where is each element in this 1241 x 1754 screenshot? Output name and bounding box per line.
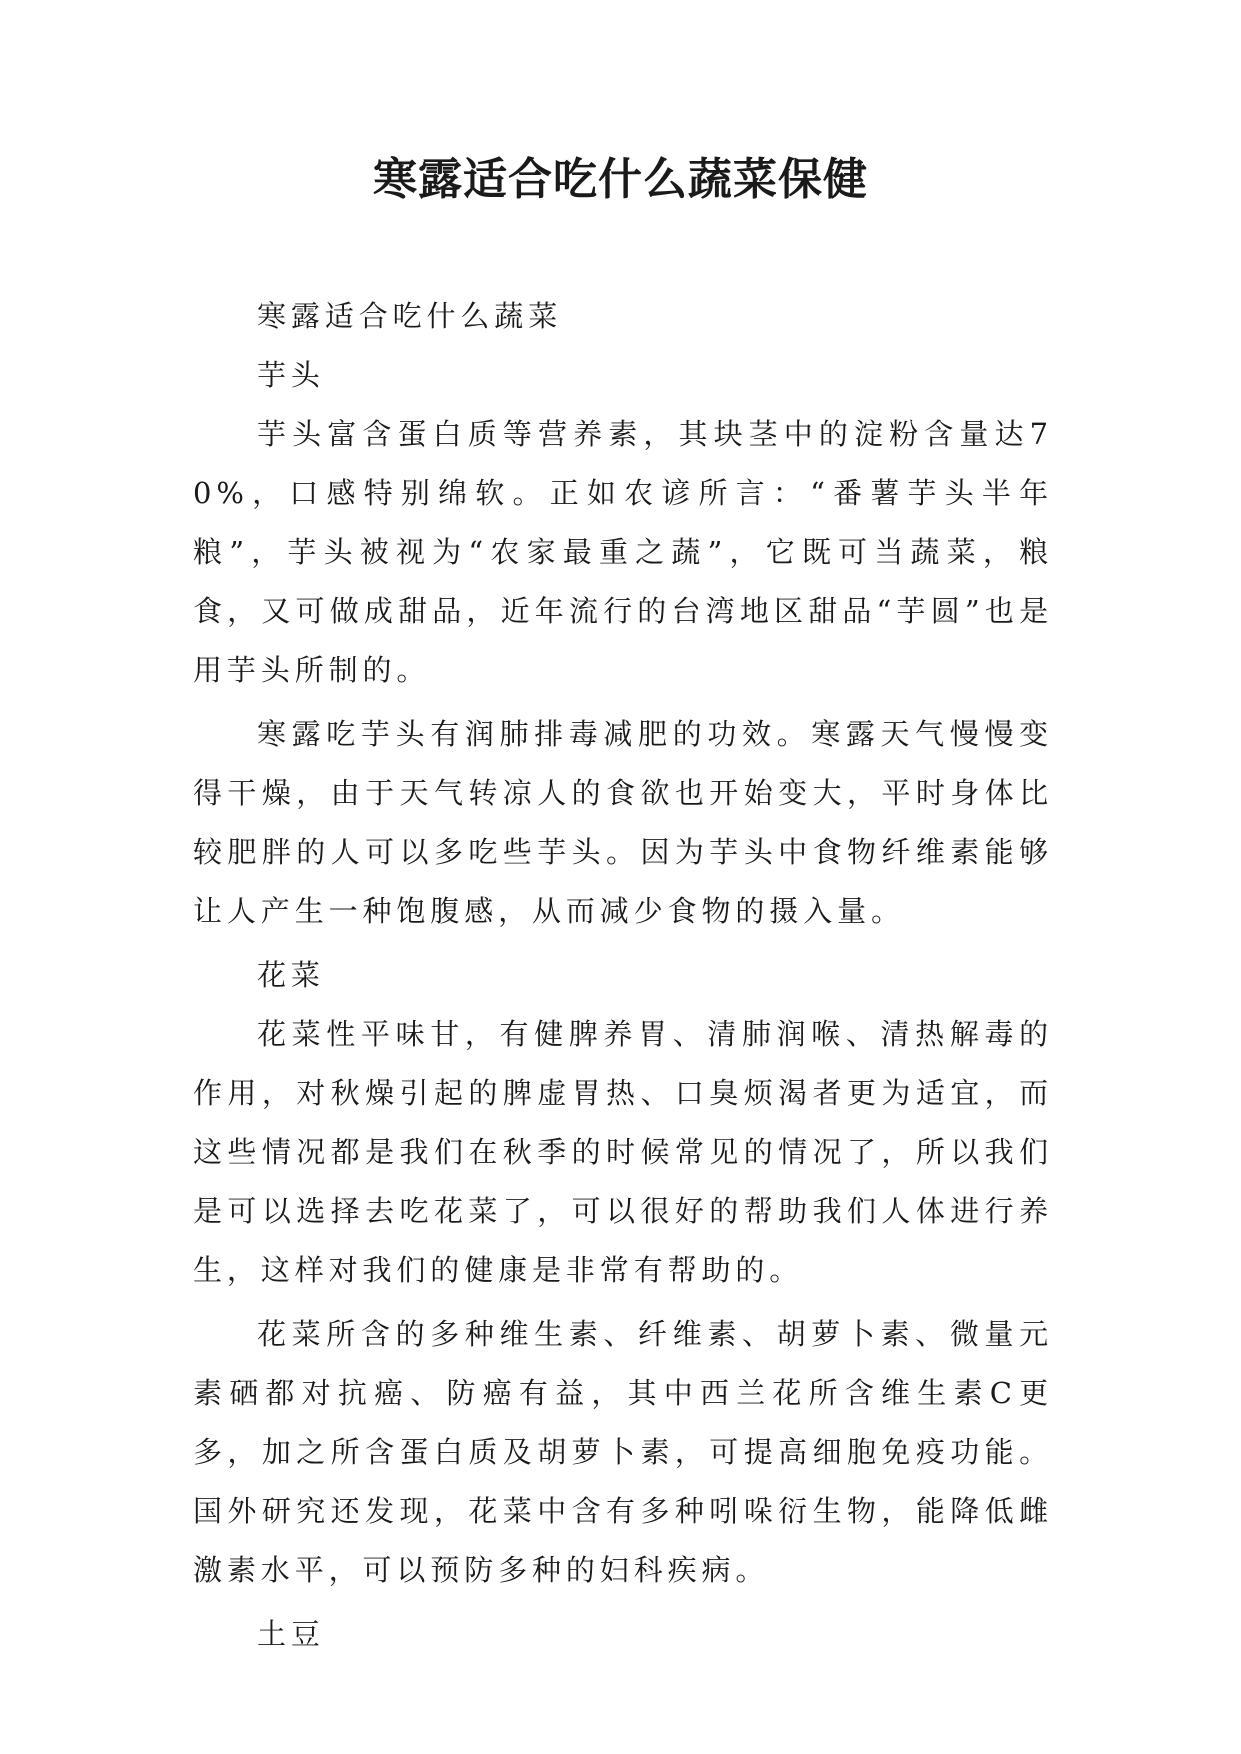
paragraph-cauliflower-properties: 花菜性平味甘，有健脾养胃、清肺润喉、清热解毒的作用，对秋燥引起的脾虚胃热、口臭烦渴者更为适宜，而这些情况都是我们在秋季的时候常见的情况了，所以我们是可以选择去吃花菜了，可以很好的帮助我们人体进行养生，这样对我们的健康是非常有帮助的。 [193,1017,1053,1287]
paragraph-taro-benefits: 寒露吃芋头有润肺排毒减肥的功效。寒露天气慢慢变得干燥，由于天气转凉人的食欲也开始变大，平时身体比较肥胖的人可以多吃些芋头。因为芋头中食物纤维素能够让人产生一种饱腹感，从而减少食物的摄入量。 [193,717,1053,928]
document-body [193,287,1053,1664]
paragraph-taro-nutrition: 芋头富含蛋白质等营养素，其块茎中的淀粉含量达70%，口感特别绵软。正如农谚所言：“番薯芋头半年粮”，芋头被视为“农家最重之蔬”，它既可当蔬菜，粮食，又可做成甜品，近年流行的台湾地区甜品“芋圆”也是用芋头所制的。 [193,417,1053,687]
document-title: 寒露适合吃什么蔬菜保健 [373,154,868,205]
section-heading-intro: 寒露适合吃什么蔬菜 [257,299,563,333]
paragraph-cauliflower-nutrition: 花菜所含的多种维生素、纤维素、胡萝卜素、微量元素硒都对抗癌、防癌有益，其中西兰花所含维生素C更多，加之所含蛋白质及胡萝卜素，可提高细胞免疫功能。国外研究还发现，花菜中含有多种吲哚衍生物，能降低雌激素水平，可以预防多种的妇科疾病。 [193,1317,1053,1587]
section-heading-potato: 土豆 [257,1617,325,1651]
section-heading-taro: 芋头 [257,358,325,392]
section-heading-cauliflower: 花菜 [257,958,325,992]
